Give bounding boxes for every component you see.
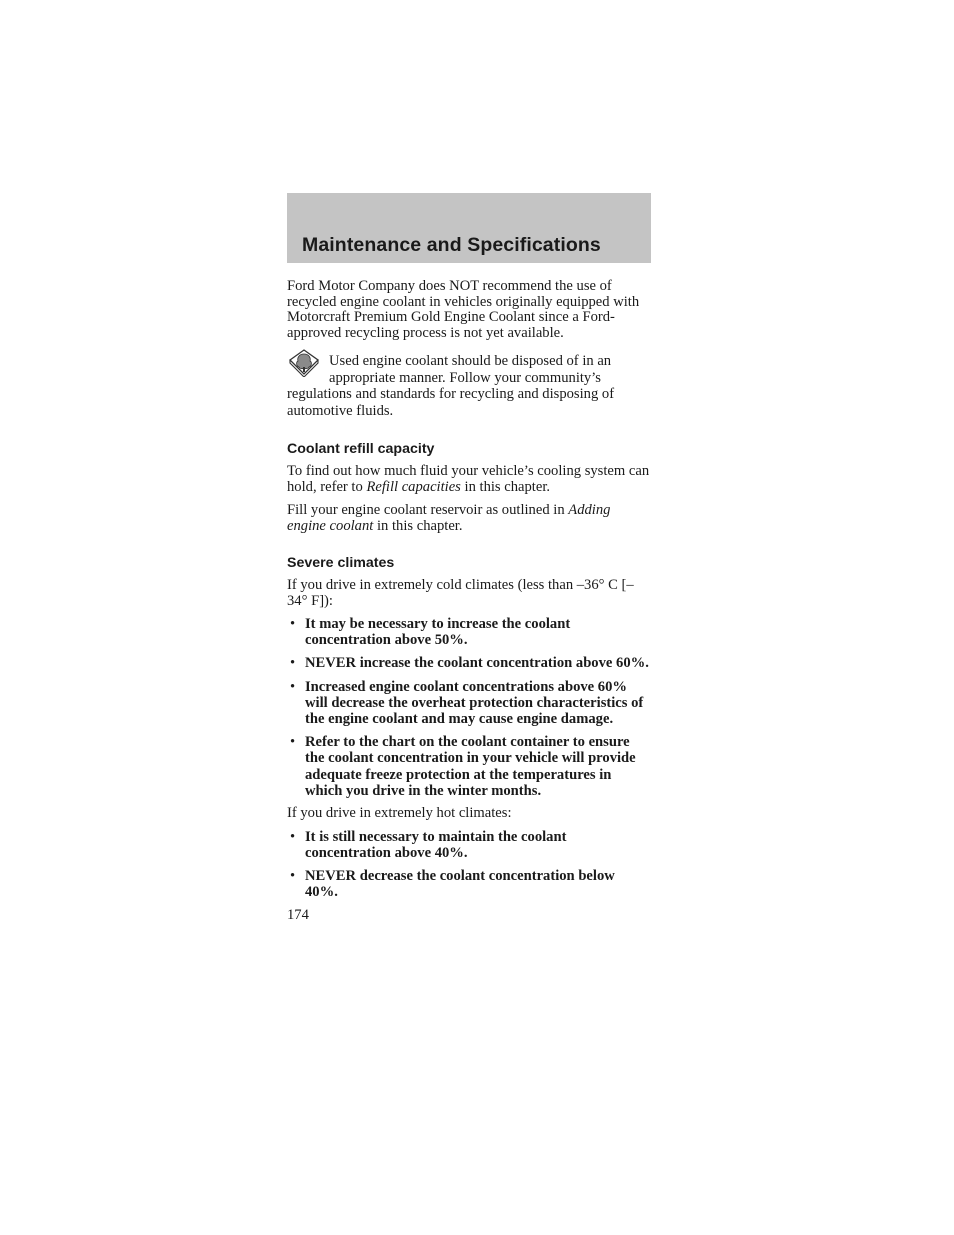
refill-capacities-ref: Refill capacities xyxy=(366,478,461,495)
list-item: • It is still necessary to maintain the coolant concentration above 40%. xyxy=(287,829,651,861)
cold-list xyxy=(287,616,651,799)
list-item: • NEVER increase the coolant concentration above 60%. xyxy=(287,655,651,671)
refill-text-2: in this chapter. xyxy=(460,478,551,495)
list-item: • Refer to the chart on the coolant container to ensure the coolant concentration in your vehicle will provide adequate freeze protection at the temperatures in which you drive in the winter months. xyxy=(287,734,651,799)
environment-note-text: Used engine coolant should be disposed of in an appropriate manner. Follow your community’s regulations and standards for recycling and disposing of automotive fluids. xyxy=(287,353,615,419)
cold-intro: If you drive in extremely cold climates (less than –36° C [–34° F]): xyxy=(287,577,634,609)
coolant-refill-heading: Coolant refill capacity xyxy=(287,441,435,457)
refill-text-1: To find out how much fluid your vehicle’s cooling system can hold, refer to xyxy=(287,463,650,495)
page-number: 174 xyxy=(287,907,309,924)
fill-paragraph xyxy=(287,503,651,534)
hot-list xyxy=(287,829,651,901)
section-title: Maintenance and Specifications xyxy=(302,234,601,256)
list-item: • NEVER decrease the coolant concentration below 40%. xyxy=(287,868,651,900)
severe-climates-heading: Severe climates xyxy=(287,555,395,571)
environment-note xyxy=(287,353,651,419)
refill-paragraph xyxy=(287,464,651,495)
fill-text-1: Fill your engine coolant reservoir as outlined in xyxy=(287,502,569,518)
manual-page xyxy=(287,193,651,924)
list-item: • It may be necessary to increase the coolant concentration above 50%. xyxy=(287,616,651,648)
adding-coolant-ref: Adding engine coolant xyxy=(287,502,611,534)
intro-paragraph: Ford Motor Company does NOT recommend the use of recycled engine coolant in vehicles originally equipped with Motorcraft Premium Gold Engine Coolant since a Ford-approved recycling process is not yet available. xyxy=(287,278,640,341)
recycle-tree-icon xyxy=(287,349,321,377)
section-header xyxy=(287,193,651,263)
fill-text-2: in this chapter. xyxy=(373,517,463,534)
hot-intro: If you drive in extremely hot climates: xyxy=(287,805,512,822)
list-item: • Increased engine coolant concentrations above 60% will decrease the overheat protection characteristics of the engine coolant and may cause engine damage. xyxy=(287,679,651,728)
